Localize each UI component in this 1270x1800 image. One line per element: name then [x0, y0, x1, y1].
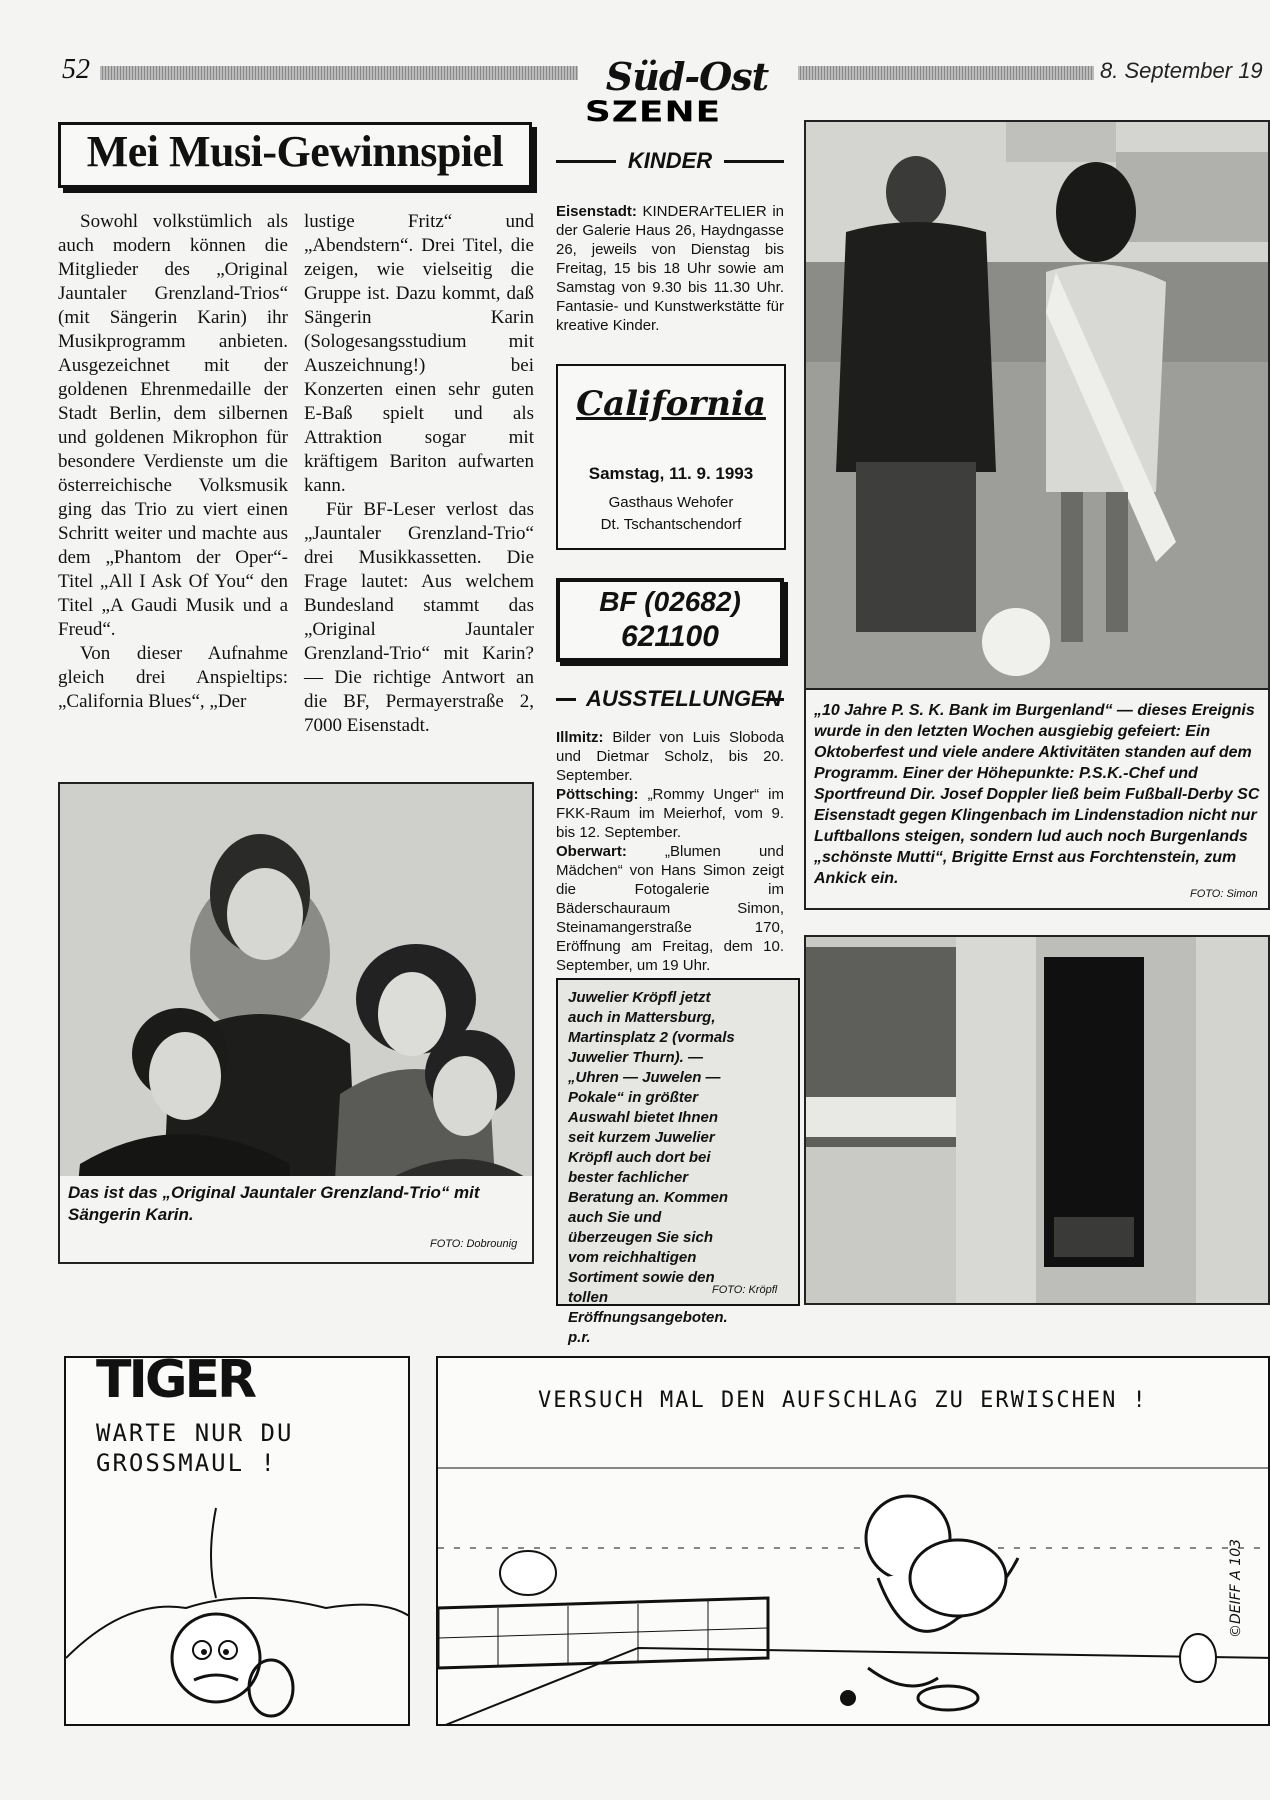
article-column-2 — [304, 210, 534, 738]
psk-event-photo — [804, 120, 1270, 690]
ausstellungen-list — [556, 728, 784, 975]
kroepfl-box — [556, 978, 800, 1346]
exhibition-text: „Blumen und Mädchen“ von Hans Simon zeigt die Fotogalerie im Bäderschauraum Simon, Steinamangerstraße 170, Eröffnung am Freitag, dem 10. September, um 19 Uhr. — [556, 843, 784, 974]
kinder-text — [556, 202, 784, 335]
phone-ad — [556, 578, 784, 662]
california-date: Samstag, 11. 9. 1993 — [588, 464, 754, 483]
psk-caption-text: „10 Jahre P. S. K. Bank im Burgenland“ — dieses Ereignis wurde in den letzten Wochen ausgiebig gefeiert: Ein Oktoberfest und viele andere Aktivitäten standen auf dem Programm. Einer der Höhepunkte: P.S.K.-Chef und Sportfreund Dir. Josef Doppler ließ beim Fußball-Derby SC Eisenstadt gegen Klingenbach im Lindenstadion nicht nur Luftballons steigen, sondern lud auch noch Burgenlands „schönste Mutti“, Brigitte Ernst aus Forchtenstein, zum Ankick ein. — [814, 702, 1260, 887]
kinder-description: KINDERArTELIER in der Galerie Haus 26, Haydngasse 26, jeweils von Dienstag bis Freitag, 15 bis 18 Uhr sowie am Samstag von 9.30 bis 11.30 Uhr. Fantasie- und Kunstwerkstätte für kreative Kinder. — [556, 203, 784, 334]
kinder-place: Eisenstadt: — [556, 203, 637, 220]
article-paragraph: Für BF-Leser verlost das „Jauntaler Grenzland-Trio“ drei Musikkassetten. Die Frage lautet: Aus welchem Bundesland stammt das „Original Jauntaler Grenzland-Trio“ mit Karin? — Die richtige Antwort an die BF, Permayerstraße 2, 7000 Eisenstadt. — [304, 499, 534, 736]
california-logo: California — [576, 384, 766, 424]
exhibition-place: Pöttsching: — [556, 786, 639, 803]
kinder-heading: KINDER — [616, 148, 724, 174]
exhibition-place: Oberwart: — [556, 843, 627, 860]
article-paragraph: Sowohl volkstümlich als auch modern können die Mitglieder des „Original Jauntaler Grenzland-Trios“ (mit Sängerin Karin) ihr Musikprogramm anbieten. Ausgezeichnet mit der goldenen Ehrenmedaille der Stadt Berlin, dem silbernen und goldenen Mikrophon für besondere Verdienste um die österreichische Volksmusik ging das Trio zu viert einen Schritt weiter und machte aus dem „Phantom der Oper“-Titel „All I Ask Of You“ den Titel „A Gaudi Musik und a Freud“. — [58, 211, 288, 640]
header-rule-right — [798, 66, 1094, 80]
phone-ad-line1: BF (02682) — [599, 586, 741, 617]
california-ad — [556, 364, 786, 550]
kroepfl-credit: FOTO: Kröpfl — [712, 1284, 778, 1296]
article-column-1 — [58, 210, 288, 714]
comic-panel-1 — [64, 1356, 410, 1726]
logo-sued-ost: Süd-Ost — [605, 54, 769, 99]
shop-photo-illustration — [806, 937, 1270, 1305]
comic-panel-2 — [436, 1356, 1270, 1726]
article-title: Mei Musi-Gewinnspiel — [86, 127, 504, 176]
california-place: Dt. Tschantschendorf — [600, 516, 742, 533]
trio-photo-caption: Das ist das „Original Jauntaler Grenzland-Trio“ mit Sängerin Karin. — [68, 1183, 480, 1224]
comic-title: TIGER — [92, 1356, 258, 1410]
comic-panel-1-drawing — [66, 1358, 410, 1726]
psk-credit: FOTO: Simon — [1190, 888, 1258, 900]
comic-signature: ©DEIFF A 103 — [1228, 1538, 1244, 1638]
california-venue: Gasthaus Wehofer — [608, 494, 734, 511]
exhibition-item — [556, 842, 784, 975]
exhibition-place: Illmitz: — [556, 729, 604, 746]
comic-panel-2-drawing — [438, 1358, 1270, 1726]
issue-date: 8. September 19 — [1100, 58, 1263, 83]
exhibition-item — [556, 785, 784, 842]
phone-ad-line2: 621100 — [621, 620, 719, 653]
exhibition-text: Bilder von Luis Sloboda und Dietmar Scholz, bis 20. September. — [556, 729, 785, 784]
comic-speech-bubble-1: WARTE NUR DU GROSSMAUL ! — [96, 1419, 294, 1477]
psk-photo-illustration — [806, 122, 1270, 690]
exhibition-item — [556, 728, 784, 785]
article-paragraph: Von dieser Aufnahme gleich drei Anspieltips: „California Blues“, „Der — [58, 643, 288, 712]
exhibition-text: „Rommy Unger“ im FKK-Raum im Meierhof, vom 9. bis 12. September. — [556, 786, 784, 841]
header-rule-left — [100, 66, 578, 80]
page-number: 52 — [62, 54, 90, 85]
article-paragraph: lustige Fritz“ und „Abendstern“. Drei Titel, die zeigen, wie vielseitig die Gruppe ist. Dazu kommt, daß Sängerin Karin (Sologesangsstudium mit Auszeichnung!) bei Konzerten einen sehr guten E-Baß spielt und als Attraktion sogar mit kräftigem Bariton aufwarten kann. — [304, 211, 534, 496]
ausstellungen-heading: AUSSTELLUNGEN — [576, 686, 764, 712]
kroepfl-text: Juwelier Kröpfl jetzt auch in Mattersburg, Martinsplatz 2 (vormals Juwelier Thurn). — „Uhren — Juwelen — Pokale“ in größter Auswahl bietet Ihnen seit kurzem Juwelier Kröpfl auch dort bei bester fachlicher Beratung an. Kommen auch Sie und überzeugen Sie sich vom reichhaltigen Sortiment sowie den tollen Eröffnungsangeboten. p.r. — [568, 989, 735, 1346]
comic-speech-bubble-2: VERSUCH MAL DEN AUFSCHLAG ZU ERWISCHEN ! — [538, 1388, 1148, 1413]
shop-entrance-photo — [804, 935, 1270, 1305]
logo-szene: SZENE — [584, 96, 722, 129]
trio-photo — [58, 782, 534, 1264]
trio-photo-credit: FOTO: Dobrounig — [430, 1238, 518, 1250]
